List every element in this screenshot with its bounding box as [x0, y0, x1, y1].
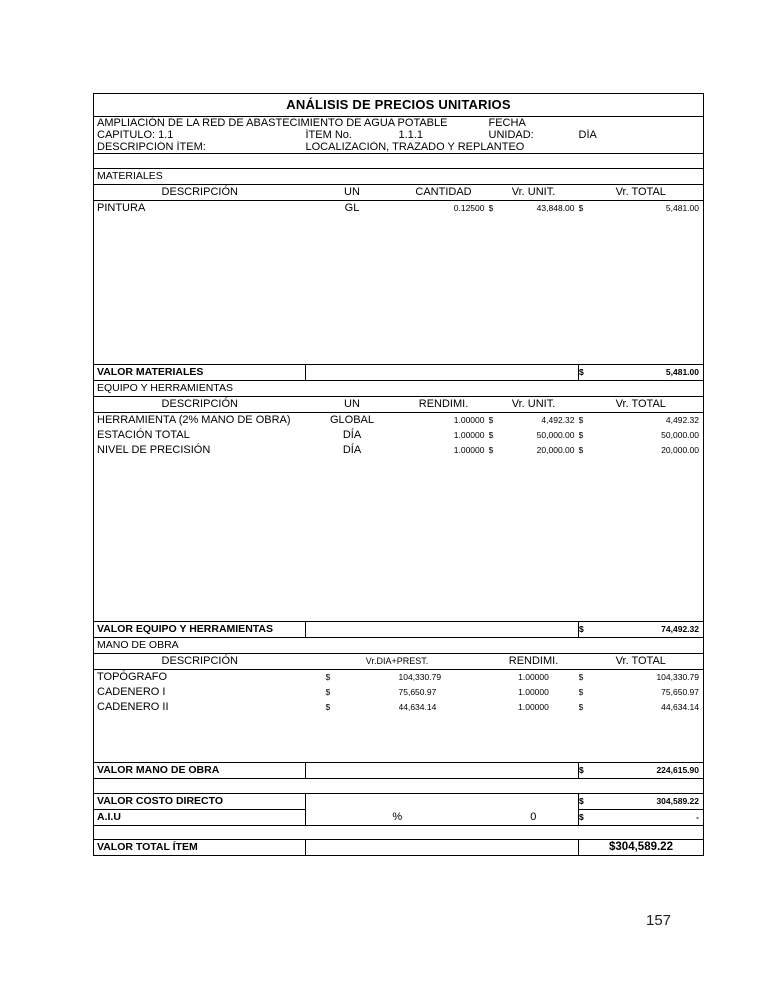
mano-obra-vr-dia: 44,634.14	[398, 702, 437, 712]
apu-sheet	[93, 93, 703, 856]
unidad-label: UNIDAD:	[488, 129, 534, 141]
material-un: GL	[344, 202, 360, 214]
material-cantidad: 0.12500	[453, 203, 485, 213]
materiales-blank-area	[94, 216, 704, 365]
mano-obra-total-symbol: $	[578, 702, 584, 712]
mano-obra-dia-symbol: $	[325, 702, 331, 712]
material-vr-unit: 43,848.00	[536, 203, 575, 213]
valor-total-item-value: $304,589.22	[579, 840, 704, 856]
spacer-row-2	[94, 779, 704, 794]
project-name: AMPLIACIÓN DE LA RED DE ABASTECIMIENTO DE AGUA POTABLE	[94, 117, 489, 130]
col-header-un: UN	[306, 397, 399, 413]
equipo-total-symbol: $	[578, 430, 584, 440]
spacer-cell	[94, 826, 704, 840]
equipo-rendimiento: 1.00000	[453, 430, 485, 440]
valor-equipo-label: VALOR EQUIPO Y HERRAMIENTAS	[94, 622, 306, 638]
valor-materiales-value: 5,481.00	[593, 365, 704, 381]
material-total-symbol: $	[578, 203, 584, 213]
col-header-vr-dia-prest: Vr.DIA+PREST.	[306, 654, 489, 670]
equipo-unit-symbol: $	[488, 445, 494, 455]
table-row	[94, 670, 704, 686]
item-no-label: ÍTEM No.	[305, 129, 352, 141]
spacer-cell	[94, 154, 704, 169]
spacer-row-1	[94, 154, 704, 169]
equipo-vr-unit: 4,492.32	[541, 415, 575, 425]
mano-obra-header-row	[94, 654, 704, 670]
mano-obra-total-symbol: $	[578, 672, 584, 682]
aiu-percent-value: 0	[489, 810, 579, 826]
mano-obra-empty-space	[94, 715, 704, 763]
col-header-vr-total: Vr. TOTAL	[579, 654, 704, 670]
table-row	[94, 443, 704, 458]
equipo-section-row	[94, 381, 704, 397]
table-row	[94, 685, 704, 700]
mano-obra-rendimiento: 1.00000	[518, 702, 549, 712]
header-capitulo-row	[94, 129, 704, 141]
mano-obra-section-row	[94, 638, 704, 654]
equipo-unit-symbol: $	[488, 415, 494, 425]
material-descripcion: PINTURA	[94, 201, 306, 217]
mano-obra-descripcion: TOPÓGRAFO	[94, 670, 306, 686]
equipo-unit-symbol: $	[488, 430, 494, 440]
col-header-vr-total: Vr. TOTAL	[579, 185, 704, 201]
valor-equipo-symbol: $	[579, 622, 593, 638]
aiu-label: A.I.U	[94, 810, 306, 826]
equipo-vr-total: 20,000.00	[593, 443, 704, 458]
col-header-rendimiento: RENDIMI.	[489, 654, 579, 670]
col-header-vr-unit: Vr. UNIT.	[489, 185, 579, 201]
equipo-vr-unit: 20,000.00	[536, 445, 575, 455]
materiales-header-row	[94, 185, 704, 201]
equipo-rendimiento: 1.00000	[453, 445, 485, 455]
capitulo-label: CAPITULO: 1.1	[94, 129, 306, 141]
equipo-header-row	[94, 397, 704, 413]
page-number: 157	[646, 912, 672, 929]
valor-mano-obra-label: VALOR MANO DE OBRA	[94, 763, 306, 779]
valor-equipo-blank	[306, 622, 579, 638]
material-unit-symbol: $	[488, 203, 494, 213]
document-title: ANÁLISIS DE PRECIOS UNITARIOS	[94, 94, 704, 117]
table-row	[94, 413, 704, 429]
equipo-rendimiento: 1.00000	[453, 415, 485, 425]
mano-obra-vr-total: 104,330.79	[593, 670, 704, 686]
apu-table	[93, 93, 704, 856]
spacer-row-3	[94, 826, 704, 840]
equipo-vr-total: 50,000.00	[593, 428, 704, 443]
valor-costo-directo-symbol: $	[579, 794, 593, 810]
fecha-value	[579, 117, 704, 130]
valor-costo-directo-blank	[306, 794, 579, 810]
valor-costo-directo-label: VALOR COSTO DIRECTO	[94, 794, 306, 810]
mano-obra-descripcion: CADENERO II	[94, 700, 306, 715]
materiales-section-row	[94, 169, 704, 185]
valor-equipo-row	[94, 622, 704, 638]
col-header-descripcion: DESCRIPCIÓN	[94, 185, 306, 201]
col-header-rendimiento: RENDIMI.	[399, 397, 489, 413]
equipo-descripcion: NIVEL DE PRECISIÓN	[94, 443, 306, 458]
unidad-value: DÍA	[579, 129, 704, 141]
fecha-label: FECHA	[489, 117, 579, 130]
mano-obra-rendimiento: 1.00000	[518, 687, 549, 697]
table-row	[94, 201, 704, 217]
equipo-un: DÍA	[342, 444, 362, 456]
col-header-descripcion: DESCRIPCIÓN	[94, 654, 306, 670]
material-vr-total: 5,481.00	[593, 201, 704, 217]
spacer-cell	[94, 779, 704, 794]
header-descripcion-row	[94, 141, 704, 154]
col-header-vr-unit: Vr. UNIT.	[489, 397, 579, 413]
aiu-row	[94, 810, 704, 826]
header-project-row	[94, 117, 704, 130]
equipo-vr-unit: 50,000.00	[536, 430, 575, 440]
valor-materiales-symbol: $	[579, 365, 593, 381]
valor-mano-obra-symbol: $	[579, 763, 593, 779]
valor-mano-obra-value: 224,615.90	[593, 763, 704, 779]
equipo-total-symbol: $	[578, 445, 584, 455]
mano-obra-rendimiento: 1.00000	[518, 672, 549, 682]
valor-materiales-blank	[306, 365, 579, 381]
valor-mano-obra-blank	[306, 763, 579, 779]
aiu-value: -	[593, 810, 704, 826]
equipo-section-label: EQUIPO Y HERRAMIENTAS	[94, 381, 704, 397]
col-header-un: UN	[306, 185, 399, 201]
table-row	[94, 428, 704, 443]
valor-mano-obra-row	[94, 763, 704, 779]
item-no-value: 1.1.1	[398, 129, 423, 141]
equipo-total-symbol: $	[578, 415, 584, 425]
valor-costo-directo-row	[94, 794, 704, 810]
mano-obra-section-label: MANO DE OBRA	[94, 638, 704, 654]
valor-materiales-row	[94, 365, 704, 381]
equipo-descripcion: HERRAMIENTA (2% MANO DE OBRA)	[94, 413, 306, 429]
table-row	[94, 700, 704, 715]
mano-obra-descripcion: CADENERO I	[94, 685, 306, 700]
equipo-un: DÍA	[342, 429, 362, 441]
aiu-percent-symbol: %	[306, 810, 489, 826]
equipo-vr-total: 4,492.32	[593, 413, 704, 429]
mano-obra-vr-dia: 75,650.97	[398, 687, 437, 697]
valor-total-item-row	[94, 840, 704, 856]
mano-obra-total-symbol: $	[578, 687, 584, 697]
materiales-empty-space	[94, 216, 704, 365]
col-header-vr-total: Vr. TOTAL	[579, 397, 704, 413]
col-header-cantidad: CANTIDAD	[399, 185, 489, 201]
col-header-descripcion: DESCRIPCIÓN	[94, 397, 306, 413]
mano-obra-blank-area	[94, 715, 704, 763]
equipo-blank-area	[94, 458, 704, 622]
descripcion-item-label: DESCRIPCIÓN ÍTEM:	[94, 141, 306, 154]
mano-obra-vr-dia: 104,330.79	[398, 672, 442, 682]
title-row	[94, 94, 704, 117]
mano-obra-vr-total: 75,650.97	[593, 685, 704, 700]
valor-materiales-label: VALOR MATERIALES	[94, 365, 306, 381]
equipo-descripcion: ESTACIÓN TOTAL	[94, 428, 306, 443]
equipo-un: GLOBAL	[329, 414, 375, 426]
valor-total-item-blank	[306, 840, 579, 856]
descripcion-item-value: LOCALIZACIÓN, TRAZADO Y REPLANTEO	[306, 141, 704, 154]
materiales-section-label: MATERIALES	[94, 169, 704, 185]
mano-obra-dia-symbol: $	[325, 672, 331, 682]
aiu-symbol: $	[579, 810, 593, 826]
valor-equipo-value: 74,492.32	[593, 622, 704, 638]
equipo-empty-space	[94, 458, 704, 622]
mano-obra-vr-total: 44,634.14	[593, 700, 704, 715]
mano-obra-dia-symbol: $	[325, 687, 331, 697]
valor-total-item-label: VALOR TOTAL ÍTEM	[94, 840, 306, 856]
valor-costo-directo-value: 304,589.22	[593, 794, 704, 810]
